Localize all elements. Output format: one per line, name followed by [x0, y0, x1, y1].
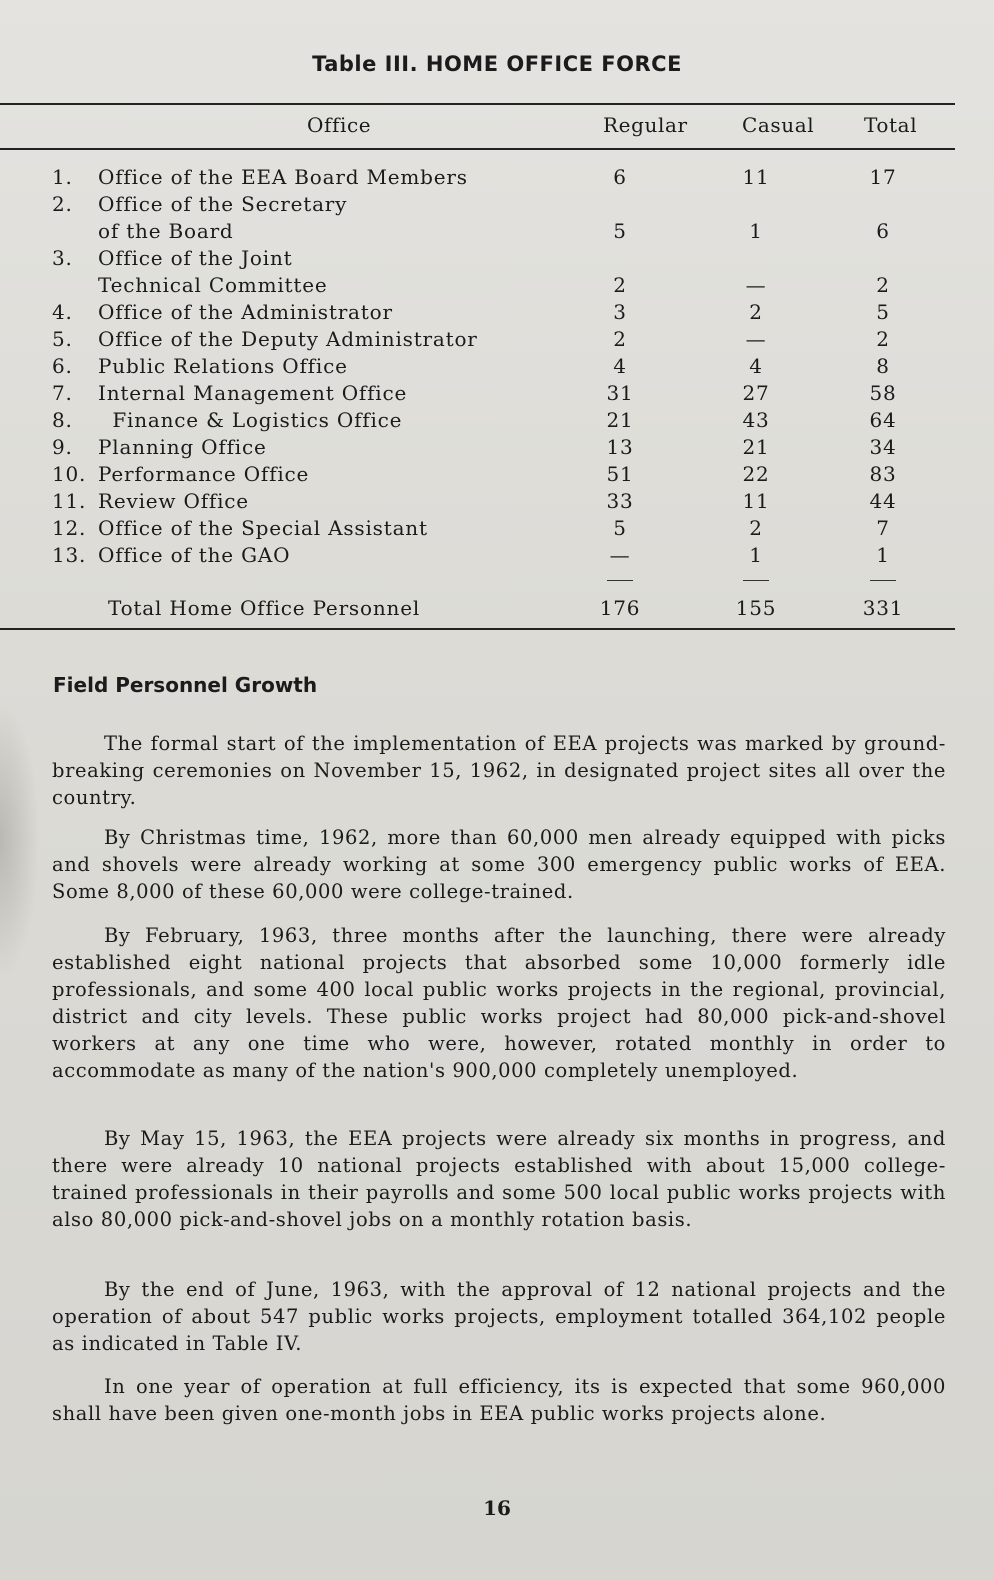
- row-casual: 2: [749, 516, 763, 540]
- row-casual: 2: [749, 300, 763, 324]
- row-casual: 11: [742, 165, 770, 189]
- row-office-name: Performance Office: [98, 462, 310, 486]
- row-casual: 43: [742, 408, 770, 432]
- row-casual: —: [745, 273, 767, 297]
- total-casual: 155: [735, 596, 777, 620]
- table-row: [0, 435, 960, 462]
- paragraph: By Christmas time, 1962, more than 60,000 men already equipped with picks and shovels were already working at some 300 emergency public works of EEA. Some 8,000 of these 60,000 were college-trained.: [52, 826, 946, 903]
- row-regular: 2: [613, 327, 627, 351]
- table-row: [0, 354, 960, 381]
- row-office-name: Office of the GAO: [98, 543, 291, 567]
- sum-rule-regular: [607, 580, 633, 581]
- table-row: [0, 543, 960, 570]
- row-casual: 1: [749, 219, 763, 243]
- row-office-name: Office of the Administrator: [98, 300, 393, 324]
- row-regular: 33: [606, 489, 634, 513]
- section-title: Field Personnel Growth: [53, 673, 318, 697]
- row-casual: 21: [742, 435, 770, 459]
- paragraph: By May 15, 1963, the EEA projects were already six months in progress, and there were already 10 national projects established with about 15,000 college-trained professionals in their payrolls and some 500 local public works projects with also 80,000 pick-and-shovel jobs on a monthly rotation basis.: [52, 1127, 946, 1231]
- header-office: Office: [307, 113, 372, 137]
- table-row: [0, 489, 960, 516]
- table-row: [0, 462, 960, 489]
- row-number: 12.: [52, 516, 87, 540]
- row-total: 58: [869, 381, 897, 405]
- row-total: 5: [876, 300, 890, 324]
- row-office-name-cont: of the Board: [98, 219, 234, 243]
- row-office-name: Office of the Joint: [98, 246, 293, 270]
- row-office-name: Public Relations Office: [98, 354, 348, 378]
- row-casual: —: [745, 327, 767, 351]
- table-title: Table III. HOME OFFICE FORCE: [312, 52, 682, 76]
- table-bottom-rule: [0, 628, 955, 630]
- row-total: 6: [876, 219, 890, 243]
- table-row: [0, 192, 960, 243]
- sum-rule-total: [870, 580, 896, 581]
- row-total: 7: [876, 516, 890, 540]
- row-casual: 22: [742, 462, 770, 486]
- header-casual: Casual: [742, 113, 815, 137]
- row-casual: 1: [749, 543, 763, 567]
- header-total: Total: [864, 113, 918, 137]
- row-number: 5.: [52, 327, 73, 351]
- sum-rule-casual: [743, 580, 769, 581]
- row-total: 34: [869, 435, 897, 459]
- row-office-name: Office of the Secretary: [98, 192, 348, 216]
- page-edge-shadow: [0, 700, 40, 980]
- row-regular: 2: [613, 273, 627, 297]
- row-office-name: Office of the Special Assistant: [98, 516, 428, 540]
- row-total: 44: [869, 489, 897, 513]
- row-regular: 21: [606, 408, 634, 432]
- row-number: 3.: [52, 246, 73, 270]
- row-office-name: Office of the EEA Board Members: [98, 165, 468, 189]
- table-top-rule: [0, 103, 955, 105]
- row-regular: 5: [613, 219, 627, 243]
- page-number: 16: [483, 1496, 511, 1520]
- row-regular: 13: [606, 435, 634, 459]
- row-total: 8: [876, 354, 890, 378]
- row-casual: 11: [742, 489, 770, 513]
- row-office-name: Office of the Deputy Administrator: [98, 327, 478, 351]
- paragraph: By the end of June, 1963, with the approval of 12 national projects and the operation of about 547 public works projects, employment totalled 364,102 people as indicated in Table IV.: [52, 1278, 946, 1355]
- paragraph: The formal start of the implementation of EEA projects was marked by ground-breaking ceremonies on November 15, 1962, in designated project sites all over the country.: [52, 732, 946, 809]
- row-total: 83: [869, 462, 897, 486]
- table-row: [0, 165, 960, 192]
- row-number: 13.: [52, 543, 87, 567]
- row-regular: 5: [613, 516, 627, 540]
- header-regular: Regular: [603, 113, 688, 137]
- table-row: [0, 408, 960, 435]
- row-regular: 3: [613, 300, 627, 324]
- row-total: 64: [869, 408, 897, 432]
- row-office-name: Planning Office: [98, 435, 267, 459]
- row-number: 2.: [52, 192, 73, 216]
- row-number: 1.: [52, 165, 73, 189]
- table-row: [0, 246, 960, 297]
- row-number: 10.: [52, 462, 87, 486]
- row-number: 6.: [52, 354, 73, 378]
- row-total: 17: [869, 165, 897, 189]
- row-casual: 27: [742, 381, 770, 405]
- row-number: 11.: [52, 489, 87, 513]
- paragraph: By February, 1963, three months after the launching, there were already established eight national projects that absorbed some 10,000 formerly idle professionals, and some 400 local public works projects in the regional, provincial, district and city levels. These public works project had 80,000 pick-and-shovel workers at any one time who were, however, rotated monthly in order to accommodate as many of the nation's 900,000 completely unemployed.: [52, 924, 946, 1082]
- table-row: [0, 381, 960, 408]
- total-regular: 176: [599, 596, 641, 620]
- row-regular: 31: [606, 381, 634, 405]
- row-office-name-cont: Technical Committee: [98, 273, 328, 297]
- table-row: [0, 300, 960, 327]
- paragraph: In one year of operation at full efficiency, its is expected that some 960,000 shall have been given one-month jobs in EEA public works projects alone.: [52, 1375, 946, 1425]
- row-number: 7.: [52, 381, 73, 405]
- row-number: 4.: [52, 300, 73, 324]
- row-total: 2: [876, 273, 890, 297]
- row-regular: —: [609, 543, 631, 567]
- row-office-name: Review Office: [98, 489, 249, 513]
- row-office-name: Finance & Logistics Office: [98, 408, 403, 432]
- row-casual: 4: [749, 354, 763, 378]
- row-total: 2: [876, 327, 890, 351]
- row-number: 9.: [52, 435, 73, 459]
- row-number: 8.: [52, 408, 73, 432]
- row-regular: 4: [613, 354, 627, 378]
- table-row: [0, 327, 960, 354]
- row-total: 1: [876, 543, 890, 567]
- total-label: Total Home Office Personnel: [108, 596, 421, 620]
- table-row: [0, 516, 960, 543]
- header-bottom-rule: [0, 148, 955, 150]
- total-total: 331: [862, 596, 904, 620]
- row-regular: 51: [606, 462, 634, 486]
- row-office-name: Internal Management Office: [98, 381, 408, 405]
- row-regular: 6: [613, 165, 627, 189]
